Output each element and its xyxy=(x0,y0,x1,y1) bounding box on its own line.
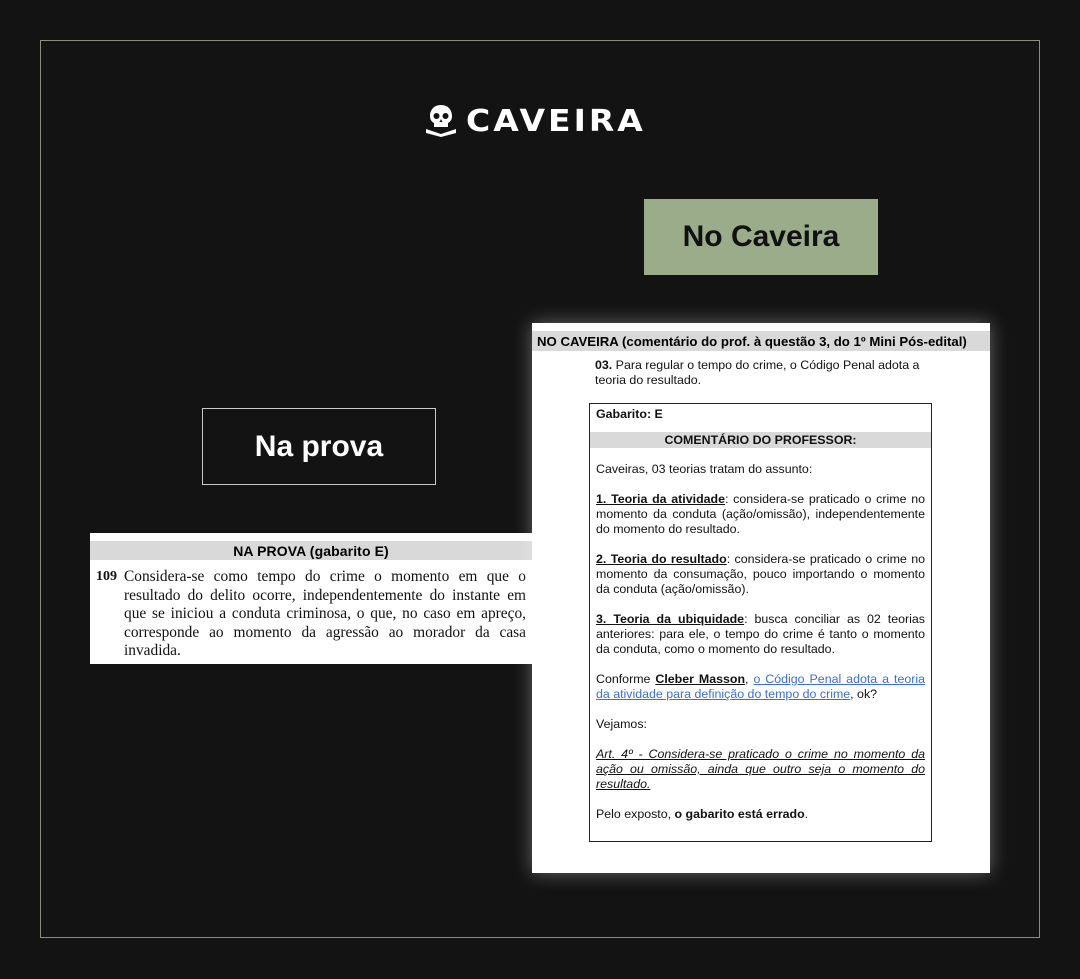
theory-1-text: : considera-se praticado o crime no momento da conduta (ação/omissão), independentemente do momento do resultado. xyxy=(596,492,925,536)
caveira-logo xyxy=(424,100,646,140)
masson-name: Cleber Masson xyxy=(655,672,746,686)
comment-intro: Caveiras, 03 teorias tratam do assunto: xyxy=(596,462,813,476)
masson-sep: , xyxy=(745,672,754,686)
logo-text: CAVEIRA xyxy=(466,102,646,138)
prova-header: NA PROVA (gabarito E) xyxy=(90,541,532,560)
theory-2 xyxy=(596,552,925,597)
theory-3 xyxy=(596,612,925,657)
conclusion-bold: o gabarito está errado xyxy=(674,807,805,821)
theory-3-text: : busca conciliar as 02 teorias anteriores: para ele, o tempo do crime é tanto o momento da conduta, como o momento do resultado. xyxy=(596,612,925,656)
theory-3-title: 3. Teoria da ubiquidade xyxy=(596,612,745,626)
masson-post: , ok? xyxy=(850,687,878,701)
masson-pre: Conforme xyxy=(596,672,656,686)
question-number: 03. xyxy=(595,358,613,372)
theory-2-title: 2. Teoria do resultado xyxy=(596,552,727,566)
theory-1-title: 1. Teoria da atividade xyxy=(596,492,725,506)
prova-question-number: 109 xyxy=(96,569,117,584)
skull-book-icon xyxy=(424,103,458,137)
na-prova-label: Na prova xyxy=(202,408,436,485)
article-text: Art. 4º - Considera-se praticado o crime no momento da ação ou omissão, ainda que outro seja o momento do resultado. xyxy=(596,747,925,791)
theory-2-text: : considera-se praticado o crime no momento da consumação, pouco importando o momento da conduta (ação/omissão). xyxy=(596,552,925,596)
vejamos: Vejamos: xyxy=(596,717,647,731)
conclusion-post: . xyxy=(804,807,809,821)
comment-title: COMENTÁRIO DO PROFESSOR: xyxy=(590,432,931,448)
gabarito: Gabarito: E xyxy=(596,407,663,421)
no-caveira-label: No Caveira xyxy=(644,199,878,275)
question-text: Para regular o tempo do crime, o Código Penal adota a teoria do resultado. xyxy=(595,358,920,387)
prova-question xyxy=(90,560,532,661)
conclusion-pre: Pelo exposto, xyxy=(596,807,675,821)
no-caveira-card xyxy=(532,323,990,873)
comment-box xyxy=(589,403,932,842)
masson-paragraph xyxy=(596,672,925,702)
prova-question-text: Considera-se como tempo do crime o momento em que o resultado do delito ocorre, independentemente do instante em que se iniciou a conduta criminosa, o que, no caso em apreço, corresponde ao momento da agressão ao morador da casa invadida. xyxy=(124,568,526,659)
theory-1 xyxy=(596,492,925,537)
caveira-question xyxy=(595,358,935,388)
masson-link[interactable]: o Código Penal adota a teoria da atividade para definição do tempo do crime xyxy=(596,672,926,701)
caveira-header: NO CAVEIRA (comentário do prof. à questão 3, do 1º Mini Pós-edital) xyxy=(532,331,990,351)
na-prova-card xyxy=(90,533,532,664)
comment-body xyxy=(590,448,931,822)
conclusion xyxy=(596,807,925,822)
